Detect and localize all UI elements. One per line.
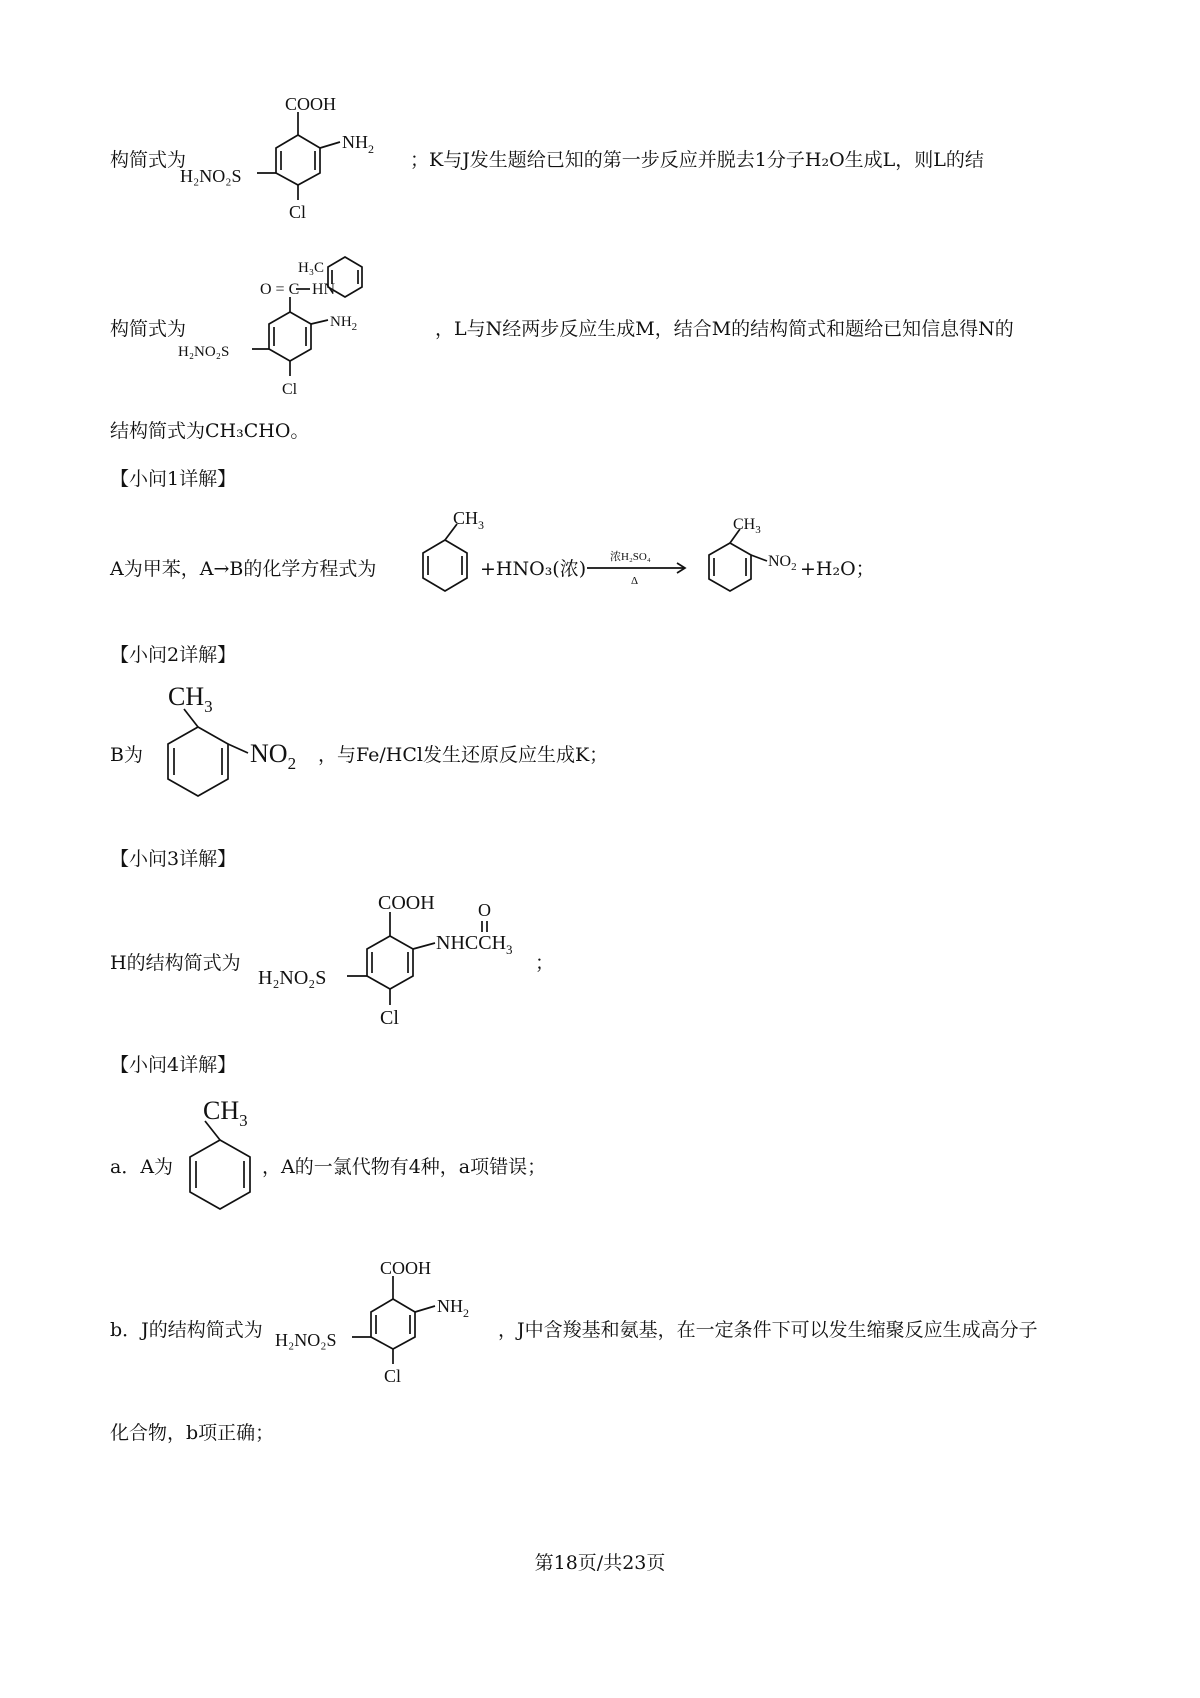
q2-lead: B为 <box>110 744 143 766</box>
h2no2s-label-l: H₂NO₂S <box>178 344 230 360</box>
para1-lead: 构简式为 <box>110 149 187 171</box>
cooh-label: COOH <box>285 94 337 114</box>
para2-lead: 构简式为 <box>110 318 187 340</box>
nhcch3-label: NHCCH <box>436 932 507 954</box>
svg-text:NH2: $NH_2$ <box>342 132 374 156</box>
svg-text:CH3: $CH_3$ <box>453 508 485 532</box>
svg-text:NO2: $NO_2$ <box>768 553 797 573</box>
q1-lead: A为甲苯，A→B的化学方程式为 <box>110 558 377 580</box>
para2-tail: ，L与N经两步反应生成M，结合M的结构简式和题给已知信息得N的 <box>435 318 1014 340</box>
svg-text:CH3: $CH_3$ <box>733 516 761 536</box>
svg-text:CH3: $CH_3$ <box>203 1096 248 1130</box>
cl-label: Cl <box>289 202 307 222</box>
cl-label-l: Cl <box>282 381 298 398</box>
structure-l <box>178 252 430 412</box>
q2-heading: 【小问2详解】 <box>110 644 237 666</box>
catalyst-label: 浓H₂SO₄ <box>610 551 651 563</box>
q4-a-lead: a．A为 <box>110 1156 174 1178</box>
svg-text:H₂NO₂S: H₂NO₂S <box>275 1330 337 1350</box>
nh2-label-l: NH <box>330 314 352 330</box>
para3: 结构简式为CH₃CHO。 <box>110 420 310 442</box>
svg-text:Cl: Cl <box>384 1366 402 1386</box>
o-label: O <box>478 900 491 920</box>
cooh-label-h: COOH <box>378 892 435 914</box>
structure-j-para1 <box>180 92 405 232</box>
q1-product-tail: +H₂O； <box>800 558 875 580</box>
carbonyl-label: O = C <box>260 281 300 298</box>
q4-b-lead: b．J的结构简式为 <box>110 1319 263 1341</box>
nh2-label: NH <box>342 132 368 152</box>
svg-text:CH3: $CH_3$ <box>168 682 213 716</box>
heat-label: Δ <box>631 575 639 587</box>
o-nitrotoluene-b <box>148 682 318 815</box>
cl-label-h: Cl <box>380 1007 399 1029</box>
page-footer: 第18页/共23页 <box>534 1552 666 1574</box>
q3-heading: 【小问3详解】 <box>110 848 237 870</box>
q4-heading: 【小问4详解】 <box>110 1054 237 1076</box>
svg-text:NHCCH3: $NHCCH_3$ <box>436 932 513 957</box>
svg-text:NH2: $NH_2$ <box>330 314 358 333</box>
q3-lead: H的结构简式为 <box>110 952 241 974</box>
q4-a-tail: ，A的一氯代物有4种，a项错误； <box>262 1156 547 1178</box>
q3-tail: ； <box>535 952 555 974</box>
o-nitrotoluene-product <box>695 515 805 605</box>
q1-reagent: +HNO₃(浓) <box>480 558 587 580</box>
reaction-arrow <box>585 548 690 588</box>
q2-tail: ，与Fe/HCl发生还原反应生成K； <box>318 744 609 766</box>
svg-text:COOH: COOH <box>380 1258 432 1278</box>
q1-heading: 【小问1详解】 <box>110 468 237 490</box>
q4-b-tail: ，J中含羧基和氨基，在一定条件下可以发生缩聚反应生成高分子 <box>498 1319 1038 1341</box>
h2no2s-label: H₂NO₂S <box>180 166 242 186</box>
nh-label: HN <box>312 281 336 298</box>
q4-b-cont: 化合物，b项正确； <box>110 1422 275 1444</box>
h3c-label: H₃C <box>298 260 325 276</box>
svg-text:NH2: $NH_2$ <box>437 1296 469 1320</box>
svg-text:NO2: $NO_2$ <box>250 739 297 773</box>
para1-tail: ；K与J发生题给已知的第一步反应并脱去1分子H₂O生成L，则L的结 <box>410 149 984 171</box>
structure-j-b <box>275 1256 500 1396</box>
structure-h <box>260 888 560 1048</box>
h2no2s-label-h: H₂NO₂S <box>258 967 327 989</box>
